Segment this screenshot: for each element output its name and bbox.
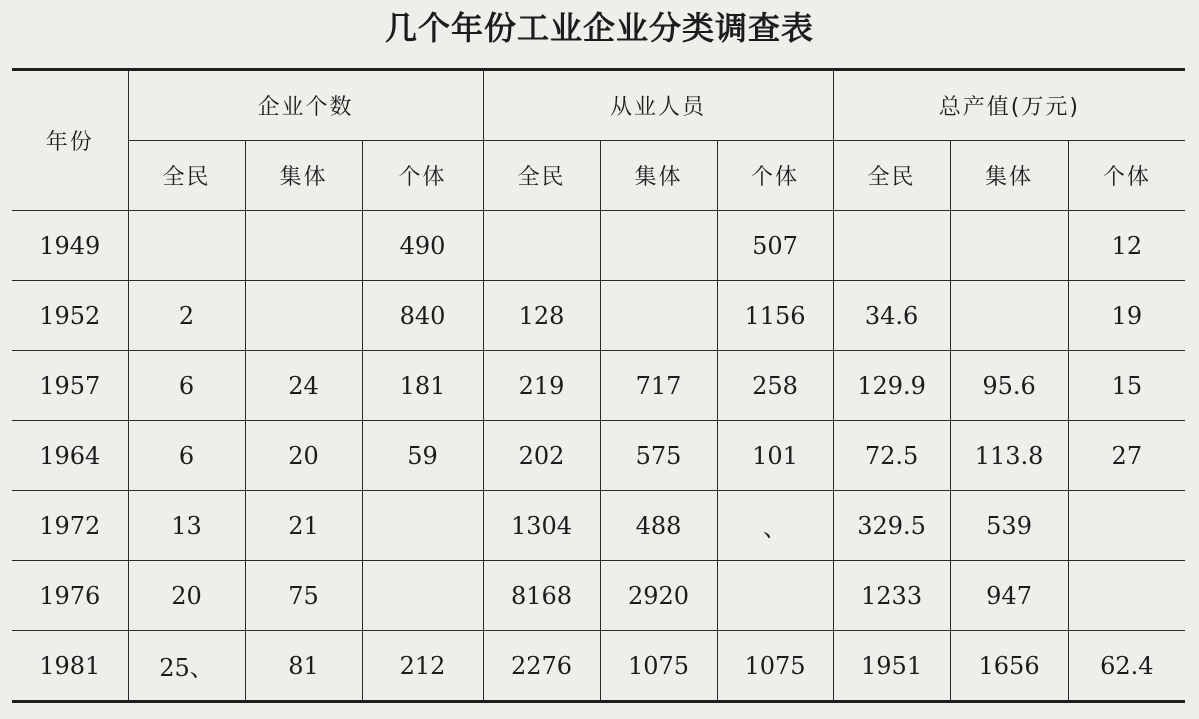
table-cell: 6 (128, 421, 245, 491)
table-cell (362, 491, 483, 561)
group-header-employees: 从业人员 (483, 70, 833, 141)
year-cell: 1976 (12, 561, 128, 631)
table-cell: 575 (600, 421, 717, 491)
table-cell: 840 (362, 281, 483, 351)
subcol-header-individual: 个体 (1068, 141, 1185, 211)
table-cell (245, 281, 362, 351)
year-cell: 1981 (12, 631, 128, 702)
table-cell: 1156 (717, 281, 833, 351)
table-cell: 62.4 (1068, 631, 1185, 702)
table-cell: 12 (1068, 211, 1185, 281)
table-cell: 8168 (483, 561, 600, 631)
survey-table (12, 68, 1185, 703)
subcol-header-collective: 集体 (600, 141, 717, 211)
table-cell: 490 (362, 211, 483, 281)
table-cell (600, 281, 717, 351)
table-cell: 15 (1068, 351, 1185, 421)
table-cell: 20 (128, 561, 245, 631)
table-cell: 24 (245, 351, 362, 421)
year-cell: 1949 (12, 211, 128, 281)
table-cell: 219 (483, 351, 600, 421)
subcol-header-state: 全民 (128, 141, 245, 211)
table-cell: 258 (717, 351, 833, 421)
table-cell (1068, 561, 1185, 631)
subcol-header-state: 全民 (483, 141, 600, 211)
table-cell: 59 (362, 421, 483, 491)
table-cell: 329.5 (833, 491, 950, 561)
table-cell: 20 (245, 421, 362, 491)
table-cell: 34.6 (833, 281, 950, 351)
table-row (12, 421, 1185, 491)
table-cell: 、 (717, 491, 833, 561)
table-row (12, 211, 1185, 281)
table-cell: 113.8 (950, 421, 1068, 491)
table-cell (1068, 491, 1185, 561)
year-cell: 1952 (12, 281, 128, 351)
table-cell: 488 (600, 491, 717, 561)
table-cell: 72.5 (833, 421, 950, 491)
table-row (12, 491, 1185, 561)
table-cell: 19 (1068, 281, 1185, 351)
table-cell (717, 561, 833, 631)
table-cell: 1304 (483, 491, 600, 561)
group-header-output-value: 总产值(万元) (833, 70, 1185, 141)
table-cell: 1656 (950, 631, 1068, 702)
table-cell (362, 561, 483, 631)
table-cell (950, 211, 1068, 281)
table-cell: 202 (483, 421, 600, 491)
table-cell: 27 (1068, 421, 1185, 491)
table-cell: 81 (245, 631, 362, 702)
table-cell: 507 (717, 211, 833, 281)
table-cell: 21 (245, 491, 362, 561)
table-row (12, 281, 1185, 351)
subcol-header-individual: 个体 (717, 141, 833, 211)
table-cell (833, 211, 950, 281)
table-cell: 128 (483, 281, 600, 351)
year-cell: 1964 (12, 421, 128, 491)
table-cell: 2 (128, 281, 245, 351)
table-cell: 129.9 (833, 351, 950, 421)
table-row (12, 561, 1185, 631)
subcol-header-collective: 集体 (950, 141, 1068, 211)
table-cell: 1233 (833, 561, 950, 631)
table-cell (128, 211, 245, 281)
table-cell: 101 (717, 421, 833, 491)
table-cell: 539 (950, 491, 1068, 561)
year-cell: 1972 (12, 491, 128, 561)
table-cell: 212 (362, 631, 483, 702)
table-cell: 1075 (717, 631, 833, 702)
table-row (12, 631, 1185, 702)
group-header-enterprise-count: 企业个数 (128, 70, 483, 141)
table-cell (950, 281, 1068, 351)
subcol-header-collective: 集体 (245, 141, 362, 211)
table-cell (600, 211, 717, 281)
table-cell: 1075 (600, 631, 717, 702)
year-header: 年份 (12, 70, 128, 211)
table-cell: 717 (600, 351, 717, 421)
table-cell (245, 211, 362, 281)
table-cell: 181 (362, 351, 483, 421)
header-row-subcols (12, 141, 1185, 211)
table-cell: 25、 (128, 631, 245, 702)
table-cell: 947 (950, 561, 1068, 631)
table-cell: 75 (245, 561, 362, 631)
table-cell: 6 (128, 351, 245, 421)
table-cell: 13 (128, 491, 245, 561)
table-cell: 95.6 (950, 351, 1068, 421)
table-cell: 2276 (483, 631, 600, 702)
year-cell: 1957 (12, 351, 128, 421)
table-cell: 1951 (833, 631, 950, 702)
table-row (12, 351, 1185, 421)
page-title: 几个年份工业企业分类调查表 (384, 9, 814, 47)
table-cell: 2920 (600, 561, 717, 631)
header-row-groups (12, 70, 1185, 141)
subcol-header-individual: 个体 (362, 141, 483, 211)
subcol-header-state: 全民 (833, 141, 950, 211)
table-cell (483, 211, 600, 281)
